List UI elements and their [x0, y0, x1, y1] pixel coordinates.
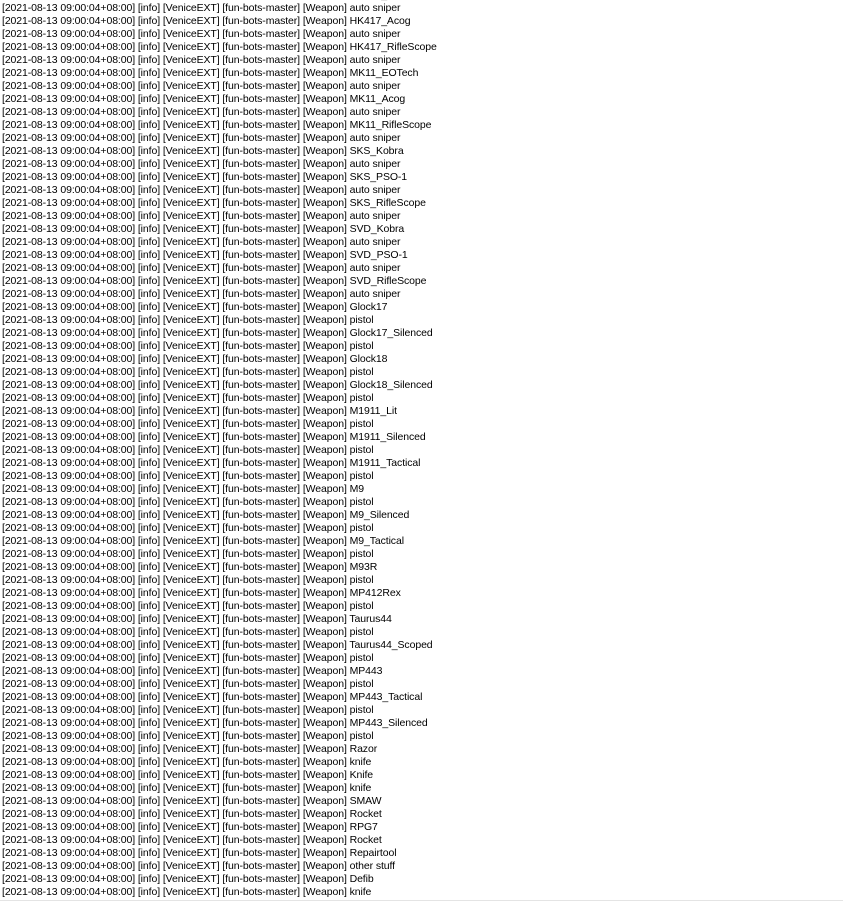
log-line: [2021-08-13 09:00:04+08:00] [info] [VeniceEXT] [fun-bots-master] [Weapon] Rocket — [2, 808, 382, 820]
log-line: [2021-08-13 09:00:04+08:00] [info] [VeniceEXT] [fun-bots-master] [Weapon] Glock18_Silenced — [2, 379, 433, 391]
log-line: [2021-08-13 09:00:04+08:00] [info] [VeniceEXT] [fun-bots-master] [Weapon] M9_Silenced — [2, 509, 410, 521]
log-line: [2021-08-13 09:00:04+08:00] [info] [VeniceEXT] [fun-bots-master] [Weapon] pistol — [2, 600, 374, 612]
log-line: [2021-08-13 09:00:04+08:00] [info] [VeniceEXT] [fun-bots-master] [Weapon] SVD_PSO-1 — [2, 249, 408, 261]
log-line: [2021-08-13 09:00:04+08:00] [info] [VeniceEXT] [fun-bots-master] [Weapon] auto sniper — [2, 236, 401, 248]
log-line: [2021-08-13 09:00:04+08:00] [info] [VeniceEXT] [fun-bots-master] [Weapon] pistol — [2, 522, 374, 534]
log-line: [2021-08-13 09:00:04+08:00] [info] [VeniceEXT] [fun-bots-master] [Weapon] SKS_RifleScope — [2, 197, 426, 209]
log-line: [2021-08-13 09:00:04+08:00] [info] [VeniceEXT] [fun-bots-master] [Weapon] M1911_Lit — [2, 405, 397, 417]
log-line: [2021-08-13 09:00:04+08:00] [info] [VeniceEXT] [fun-bots-master] [Weapon] pistol — [2, 626, 374, 638]
log-line: [2021-08-13 09:00:04+08:00] [info] [VeniceEXT] [fun-bots-master] [Weapon] other stuff — [2, 860, 395, 872]
log-line: [2021-08-13 09:00:04+08:00] [info] [VeniceEXT] [fun-bots-master] [Weapon] SKS_Kobra — [2, 145, 404, 157]
log-line: [2021-08-13 09:00:04+08:00] [info] [VeniceEXT] [fun-bots-master] [Weapon] MP443_Silenced — [2, 717, 428, 729]
log-line: [2021-08-13 09:00:04+08:00] [info] [VeniceEXT] [fun-bots-master] [Weapon] pistol — [2, 548, 374, 560]
log-line: [2021-08-13 09:00:04+08:00] [info] [VeniceEXT] [fun-bots-master] [Weapon] pistol — [2, 496, 374, 508]
log-line: [2021-08-13 09:00:04+08:00] [info] [VeniceEXT] [fun-bots-master] [Weapon] auto sniper — [2, 158, 401, 170]
bottom-divider — [0, 900, 843, 901]
log-line: [2021-08-13 09:00:04+08:00] [info] [VeniceEXT] [fun-bots-master] [Weapon] MK11_Acog — [2, 93, 406, 105]
log-line: [2021-08-13 09:00:04+08:00] [info] [VeniceEXT] [fun-bots-master] [Weapon] SVD_RifleScope — [2, 275, 427, 287]
log-line: [2021-08-13 09:00:04+08:00] [info] [VeniceEXT] [fun-bots-master] [Weapon] Repairtool — [2, 847, 397, 859]
log-line: [2021-08-13 09:00:04+08:00] [info] [VeniceEXT] [fun-bots-master] [Weapon] M9 — [2, 483, 364, 495]
log-line: [2021-08-13 09:00:04+08:00] [info] [VeniceEXT] [fun-bots-master] [Weapon] M1911_Silenced — [2, 431, 426, 443]
log-line: [2021-08-13 09:00:04+08:00] [info] [VeniceEXT] [fun-bots-master] [Weapon] M93R — [2, 561, 378, 573]
log-line: [2021-08-13 09:00:04+08:00] [info] [VeniceEXT] [fun-bots-master] [Weapon] HK417_RifleScope — [2, 41, 437, 53]
log-line: [2021-08-13 09:00:04+08:00] [info] [VeniceEXT] [fun-bots-master] [Weapon] pistol — [2, 470, 374, 482]
log-line: [2021-08-13 09:00:04+08:00] [info] [VeniceEXT] [fun-bots-master] [Weapon] pistol — [2, 678, 374, 690]
log-line: [2021-08-13 09:00:04+08:00] [info] [VeniceEXT] [fun-bots-master] [Weapon] pistol — [2, 704, 374, 716]
log-line: [2021-08-13 09:00:04+08:00] [info] [VeniceEXT] [fun-bots-master] [Weapon] knife — [2, 756, 372, 768]
log-line: [2021-08-13 09:00:04+08:00] [info] [VeniceEXT] [fun-bots-master] [Weapon] knife — [2, 886, 372, 898]
log-line: [2021-08-13 09:00:04+08:00] [info] [VeniceEXT] [fun-bots-master] [Weapon] MP412Rex — [2, 587, 401, 599]
log-line: [2021-08-13 09:00:04+08:00] [info] [VeniceEXT] [fun-bots-master] [Weapon] Glock17_Silenced — [2, 327, 433, 339]
log-line: [2021-08-13 09:00:04+08:00] [info] [VeniceEXT] [fun-bots-master] [Weapon] pistol — [2, 652, 374, 664]
log-line: [2021-08-13 09:00:04+08:00] [info] [VeniceEXT] [fun-bots-master] [Weapon] Taurus44 — [2, 613, 392, 625]
log-line: [2021-08-13 09:00:04+08:00] [info] [VeniceEXT] [fun-bots-master] [Weapon] MK11_EOTech — [2, 67, 419, 79]
log-line: [2021-08-13 09:00:04+08:00] [info] [VeniceEXT] [fun-bots-master] [Weapon] auto sniper — [2, 80, 401, 92]
log-output[interactable] — [2, 0, 843, 899]
log-line: [2021-08-13 09:00:04+08:00] [info] [VeniceEXT] [fun-bots-master] [Weapon] RPG7 — [2, 821, 378, 833]
log-line: [2021-08-13 09:00:04+08:00] [info] [VeniceEXT] [fun-bots-master] [Weapon] pistol — [2, 314, 374, 326]
log-line: [2021-08-13 09:00:04+08:00] [info] [VeniceEXT] [fun-bots-master] [Weapon] auto sniper — [2, 28, 401, 40]
log-line: [2021-08-13 09:00:04+08:00] [info] [VeniceEXT] [fun-bots-master] [Weapon] pistol — [2, 392, 374, 404]
log-line: [2021-08-13 09:00:04+08:00] [info] [VeniceEXT] [fun-bots-master] [Weapon] SVD_Kobra — [2, 223, 405, 235]
log-line: [2021-08-13 09:00:04+08:00] [info] [VeniceEXT] [fun-bots-master] [Weapon] Glock17 — [2, 301, 388, 313]
log-line: [2021-08-13 09:00:04+08:00] [info] [VeniceEXT] [fun-bots-master] [Weapon] pistol — [2, 366, 374, 378]
log-line: [2021-08-13 09:00:04+08:00] [info] [VeniceEXT] [fun-bots-master] [Weapon] auto sniper — [2, 184, 401, 196]
log-line: [2021-08-13 09:00:04+08:00] [info] [VeniceEXT] [fun-bots-master] [Weapon] auto sniper — [2, 106, 401, 118]
log-line: [2021-08-13 09:00:04+08:00] [info] [VeniceEXT] [fun-bots-master] [Weapon] auto sniper — [2, 262, 401, 274]
log-line: [2021-08-13 09:00:04+08:00] [info] [VeniceEXT] [fun-bots-master] [Weapon] Knife — [2, 769, 374, 781]
log-line: [2021-08-13 09:00:04+08:00] [info] [VeniceEXT] [fun-bots-master] [Weapon] auto sniper — [2, 132, 401, 144]
log-line: [2021-08-13 09:00:04+08:00] [info] [VeniceEXT] [fun-bots-master] [Weapon] pistol — [2, 574, 374, 586]
log-line: [2021-08-13 09:00:04+08:00] [info] [VeniceEXT] [fun-bots-master] [Weapon] Defib — [2, 873, 374, 885]
log-line: [2021-08-13 09:00:04+08:00] [info] [VeniceEXT] [fun-bots-master] [Weapon] pistol — [2, 340, 374, 352]
log-line: [2021-08-13 09:00:04+08:00] [info] [VeniceEXT] [fun-bots-master] [Weapon] MP443 — [2, 665, 383, 677]
log-line: [2021-08-13 09:00:04+08:00] [info] [VeniceEXT] [fun-bots-master] [Weapon] SMAW — [2, 795, 382, 807]
log-line: [2021-08-13 09:00:04+08:00] [info] [VeniceEXT] [fun-bots-master] [Weapon] pistol — [2, 730, 374, 742]
log-line: [2021-08-13 09:00:04+08:00] [info] [VeniceEXT] [fun-bots-master] [Weapon] knife — [2, 782, 372, 794]
log-line: [2021-08-13 09:00:04+08:00] [info] [VeniceEXT] [fun-bots-master] [Weapon] Rocket — [2, 834, 382, 846]
log-line: [2021-08-13 09:00:04+08:00] [info] [VeniceEXT] [fun-bots-master] [Weapon] Razor — [2, 743, 378, 755]
log-line: [2021-08-13 09:00:04+08:00] [info] [VeniceEXT] [fun-bots-master] [Weapon] auto sniper — [2, 288, 401, 300]
log-line: [2021-08-13 09:00:04+08:00] [info] [VeniceEXT] [fun-bots-master] [Weapon] MK11_RifleScope — [2, 119, 432, 131]
log-line: [2021-08-13 09:00:04+08:00] [info] [VeniceEXT] [fun-bots-master] [Weapon] M9_Tactical — [2, 535, 404, 547]
log-line: [2021-08-13 09:00:04+08:00] [info] [VeniceEXT] [fun-bots-master] [Weapon] auto sniper — [2, 210, 401, 222]
log-line: [2021-08-13 09:00:04+08:00] [info] [VeniceEXT] [fun-bots-master] [Weapon] MP443_Tactical — [2, 691, 423, 703]
log-line: [2021-08-13 09:00:04+08:00] [info] [VeniceEXT] [fun-bots-master] [Weapon] M1911_Tactical — [2, 457, 421, 469]
log-line: [2021-08-13 09:00:04+08:00] [info] [VeniceEXT] [fun-bots-master] [Weapon] SKS_PSO-1 — [2, 171, 408, 183]
log-line: [2021-08-13 09:00:04+08:00] [info] [VeniceEXT] [fun-bots-master] [Weapon] pistol — [2, 444, 374, 456]
log-line: [2021-08-13 09:00:04+08:00] [info] [VeniceEXT] [fun-bots-master] [Weapon] pistol — [2, 418, 374, 430]
log-line: [2021-08-13 09:00:04+08:00] [info] [VeniceEXT] [fun-bots-master] [Weapon] Taurus44_Scoped — [2, 639, 433, 651]
log-line: [2021-08-13 09:00:04+08:00] [info] [VeniceEXT] [fun-bots-master] [Weapon] auto sniper — [2, 2, 401, 14]
log-line: [2021-08-13 09:00:04+08:00] [info] [VeniceEXT] [fun-bots-master] [Weapon] HK417_Acog — [2, 15, 411, 27]
log-line: [2021-08-13 09:00:04+08:00] [info] [VeniceEXT] [fun-bots-master] [Weapon] Glock18 — [2, 353, 388, 365]
log-line: [2021-08-13 09:00:04+08:00] [info] [VeniceEXT] [fun-bots-master] [Weapon] auto sniper — [2, 54, 401, 66]
